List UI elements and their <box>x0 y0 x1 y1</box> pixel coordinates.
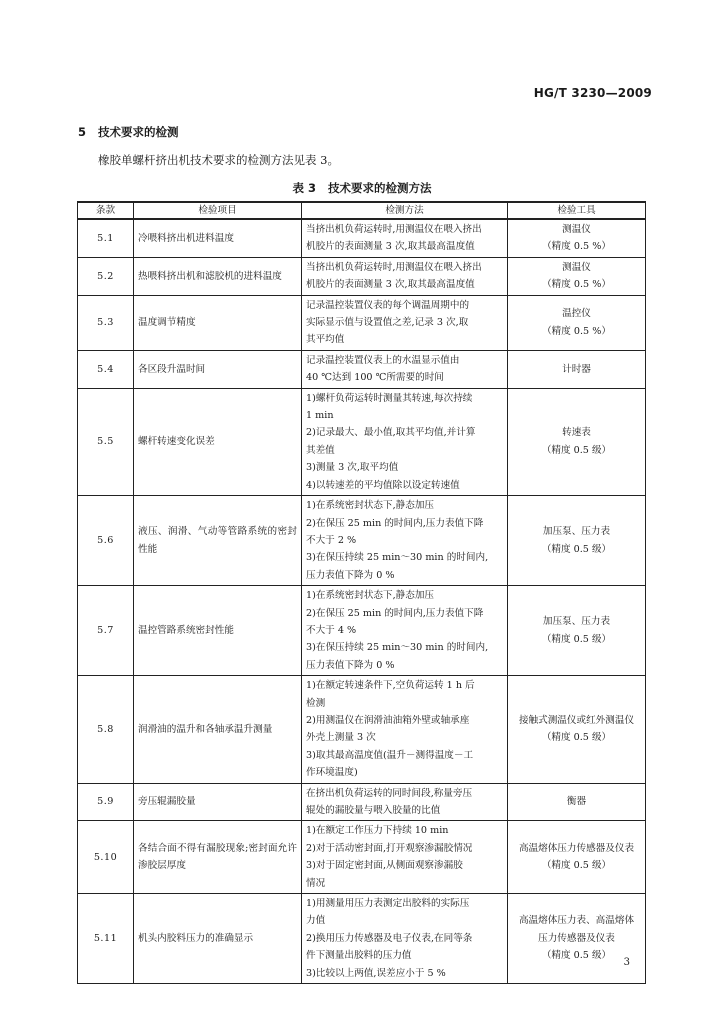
method-line: 件下测量出胶料的压力值 <box>306 950 412 962</box>
method-cell <box>302 894 508 984</box>
table-caption-title: 技术要求的检测方法 <box>328 181 432 195</box>
header-item: 检验项目 <box>134 202 302 219</box>
clause-cell: 5.7 <box>78 586 134 676</box>
tool-line: （精度 0.5 级） <box>541 950 612 962</box>
tool-line: 加压泵、压力表 <box>542 616 611 628</box>
tool-line: （精度 0.5 级） <box>541 543 612 555</box>
inspection-item-cell: 润滑油的温升和各轴承温升测量 <box>134 676 302 783</box>
intro-paragraph: 橡胶单螺杆挤出机技术要求的检测方法见表 3。 <box>98 153 339 167</box>
clause-cell: 5.2 <box>78 257 134 295</box>
tool-cell <box>508 257 646 295</box>
section-number: 5 <box>78 125 87 139</box>
method-line: 机胶片的表面测量 3 次,取其最高温度值 <box>306 279 475 291</box>
tool-cell <box>508 496 646 586</box>
page-number: 3 <box>623 957 630 968</box>
tool-cell <box>508 586 646 676</box>
method-line: 1)在系统密封状态下,静态加压 <box>306 500 435 512</box>
inspection-item-cell: 机头内胶料压力的准确显示 <box>134 894 302 984</box>
table-row <box>78 894 646 984</box>
method-line: 1)在额定工作压力下持续 10 min <box>306 825 449 837</box>
inspection-item-cell: 液压、润滑、气动等管路系统的密封性能 <box>134 496 302 586</box>
clause-cell: 5.3 <box>78 295 134 350</box>
header-tool: 检验工具 <box>508 202 646 219</box>
method-cell <box>302 783 508 821</box>
header-method: 检测方法 <box>302 202 508 219</box>
table-row <box>78 257 646 295</box>
method-line: 辊处的漏胶量与喂入胶量的比值 <box>306 805 441 816</box>
tool-line: （精度 0.5 级） <box>541 444 612 456</box>
tool-line: 高温熔体压力表、高温熔体 <box>518 915 635 927</box>
table-row <box>78 821 646 894</box>
method-line: 2)对于活动密封面,打开观察渗漏胶情况 <box>306 842 473 854</box>
method-line: 1)在额定转速条件下,空负荷运转 1 h 后 <box>306 680 475 692</box>
tool-cell <box>508 894 646 984</box>
tool-cell <box>508 783 646 821</box>
table-row <box>78 496 646 586</box>
tool-line: 加压泵、压力表 <box>542 526 611 538</box>
method-line: 其差值 <box>306 444 335 456</box>
inspection-item-cell: 热喂料挤出机和滤胶机的进料温度 <box>134 257 302 295</box>
method-line: 记录温控装置仪表的每个调温周期中的 <box>306 299 470 311</box>
table-header-row <box>78 202 646 219</box>
tool-line: 温控仪 <box>562 308 591 320</box>
tool-line: 计时器 <box>562 363 591 375</box>
table-row <box>78 219 646 257</box>
method-cell <box>302 676 508 783</box>
method-line: 3)测量 3 次,取平均值 <box>306 462 399 474</box>
method-cell <box>302 496 508 586</box>
table-row <box>78 586 646 676</box>
tool-line: （精度 0.5 级） <box>541 633 612 645</box>
table-caption-number: 表 3 <box>292 181 316 195</box>
tool-line: 转速表 <box>562 427 591 439</box>
clause-cell: 5.4 <box>78 350 134 388</box>
method-line: 实际显示值与设置值之差,记录 3 次,取 <box>306 317 469 329</box>
tool-cell <box>508 821 646 894</box>
method-line: 1 min <box>306 410 334 422</box>
method-line: 其平均值 <box>306 334 345 346</box>
method-line: 2)记录最大、最小值,取其平均值,并计算 <box>306 427 476 439</box>
table-body <box>78 219 646 984</box>
method-line: 2)换用压力传感器及电子仪表,在同等条 <box>306 932 473 944</box>
method-line: 2)在保压 25 min 的时间内,压力表值下降 <box>306 517 484 529</box>
tool-cell <box>508 350 646 388</box>
method-line: 压力表值下降为 0 % <box>306 569 395 581</box>
table-row <box>78 388 646 495</box>
method-cell <box>302 388 508 495</box>
method-line: 3)在保压持续 25 min～30 min 的时间内, <box>306 642 489 654</box>
method-line: 1)用测量用压力表测定出胶料的实际压 <box>306 898 470 910</box>
tool-cell <box>508 388 646 495</box>
method-line: 1)螺杆负荷运转时测量其转速,每次持续 <box>306 392 473 404</box>
tool-line: （精度 0.5 %） <box>542 325 611 337</box>
method-line: 机胶片的表面测量 3 次,取其最高温度值 <box>306 241 475 253</box>
inspection-item-cell: 冷喂料挤出机进料温度 <box>134 219 302 257</box>
clause-cell: 5.11 <box>78 894 134 984</box>
method-line: 记录温控装置仪表上的水温显示值由 <box>306 354 460 366</box>
method-line: 2)用测温仪在润滑油油箱外壁或轴承座 <box>306 714 470 726</box>
method-line: 检测 <box>306 697 326 709</box>
method-cell <box>302 821 508 894</box>
method-line: 3)比较以上两值,误差应小于 5 % <box>306 967 446 979</box>
tool-cell <box>508 295 646 350</box>
tool-line: （精度 0.5 级） <box>541 860 612 872</box>
method-line: 当挤出机负荷运转时,用测温仪在喂入挤出 <box>306 224 482 235</box>
method-line: 3)对于固定密封面,从侧面观察渗漏胶 <box>306 860 463 872</box>
table-row <box>78 676 646 783</box>
tool-line: 衡器 <box>566 796 587 808</box>
inspection-item-cell: 螺杆转速变化误差 <box>134 388 302 495</box>
table-row <box>78 783 646 821</box>
method-cell <box>302 257 508 295</box>
method-cell <box>302 295 508 350</box>
method-cell <box>302 350 508 388</box>
inspection-item-cell: 各结合面不得有漏胶现象;密封面允许渗胶层厚度 <box>134 821 302 894</box>
section-heading <box>78 124 179 140</box>
method-cell <box>302 219 508 257</box>
table-caption <box>0 180 724 196</box>
tool-line: （精度 0.5 %） <box>542 241 611 253</box>
clause-cell: 5.1 <box>78 219 134 257</box>
method-line: 3)取其最高温度值(温升－测得温度－工 <box>306 749 474 761</box>
section-title: 技术要求的检测 <box>98 125 179 139</box>
header-clause: 条款 <box>78 202 134 219</box>
tool-line: 接触式测温仪或红外测温仪 <box>518 714 635 726</box>
method-line: 1)在系统密封状态下,静态加压 <box>306 590 435 602</box>
clause-cell: 5.5 <box>78 388 134 495</box>
method-line: 情况 <box>306 877 326 889</box>
method-line: 外壳上测量 3 次 <box>306 732 376 744</box>
table-row <box>78 295 646 350</box>
inspection-item-cell: 各区段升温时间 <box>134 350 302 388</box>
inspection-item-cell: 旁压辊漏胶量 <box>134 783 302 821</box>
method-line: 不大于 4 % <box>306 624 357 636</box>
clause-cell: 5.8 <box>78 676 134 783</box>
tool-cell <box>508 219 646 257</box>
clause-cell: 5.9 <box>78 783 134 821</box>
method-line: 作环境温度) <box>306 767 358 779</box>
tool-line: 测温仪 <box>562 224 591 235</box>
tool-line: （精度 0.5 级） <box>541 732 612 744</box>
tool-line: （精度 0.5 %） <box>542 279 611 291</box>
tool-line: 压力传感器及仪表 <box>538 932 615 944</box>
method-line: 不大于 2 % <box>306 534 357 546</box>
method-line: 2)在保压 25 min 的时间内,压力表值下降 <box>306 607 484 619</box>
tool-line: 高温熔体压力传感器及仪表 <box>518 842 635 854</box>
tool-line: 测温仪 <box>562 261 591 273</box>
method-cell <box>302 586 508 676</box>
method-line: 力值 <box>306 915 326 927</box>
table-row <box>78 350 646 388</box>
standard-code: HG/T 3230—2009 <box>533 86 652 100</box>
method-line: 当挤出机负荷运转时,用测温仪在喂入挤出 <box>306 261 482 273</box>
inspection-item-cell: 温度调节精度 <box>134 295 302 350</box>
method-line: 40 ℃达到 100 ℃所需要的时间 <box>306 372 444 384</box>
clause-cell: 5.6 <box>78 496 134 586</box>
tool-cell <box>508 676 646 783</box>
method-line: 压力表值下降为 0 % <box>306 659 395 671</box>
clause-cell: 5.10 <box>78 821 134 894</box>
method-line: 3)在保压持续 25 min～30 min 的时间内, <box>306 552 489 564</box>
inspection-item-cell: 温控管路系统密封性能 <box>134 586 302 676</box>
method-line: 在挤出机负荷运转的同时间段,称量旁压 <box>306 787 473 799</box>
method-line: 4)以转速差的平均值除以设定转速值 <box>306 479 460 491</box>
inspection-methods-table <box>77 201 646 984</box>
